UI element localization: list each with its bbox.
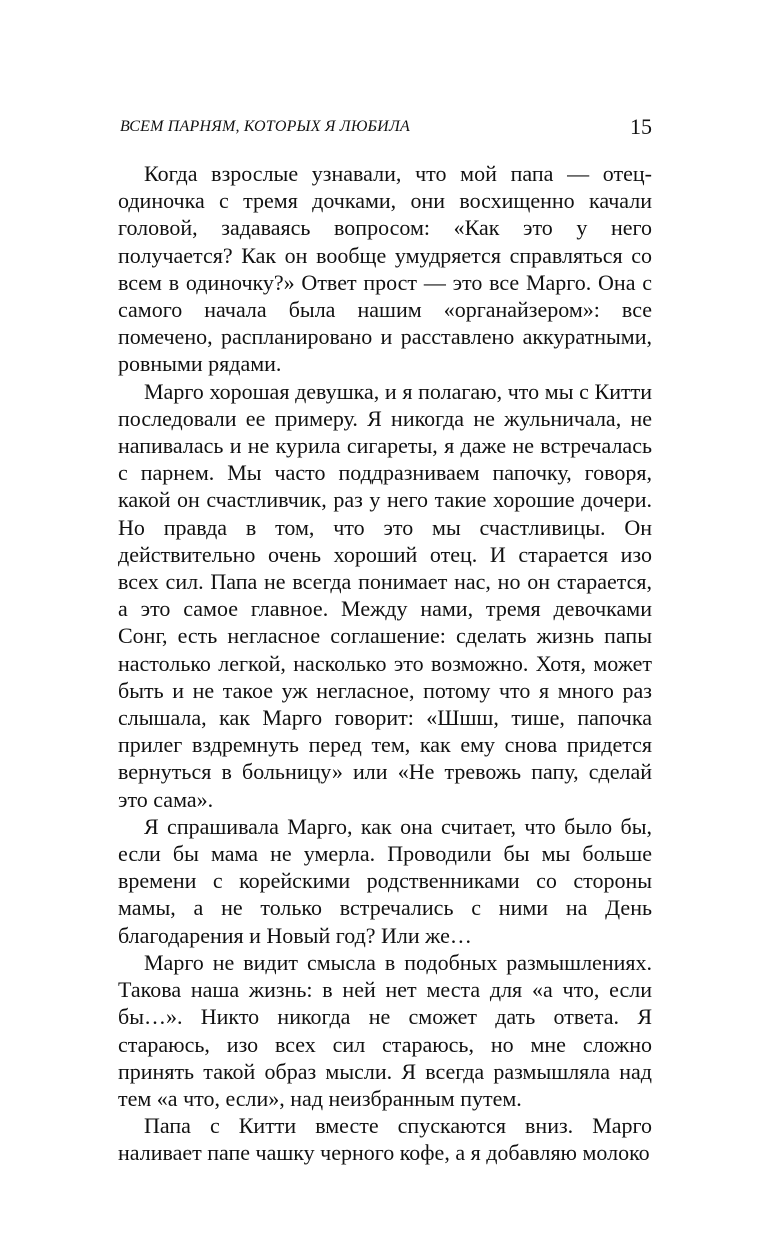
paragraph: Марго хорошая девушка, и я полагаю, что мы с Китти последовали ее примеру. Я никогда не жульничала, не напивалась и не курила сигареты, я даже не встречалась с парнем. Мы часто поддразниваем папочку, говоря, какой он счастливчик, раз у него такие хорошие дочери. Но правда в том, что это мы счастливицы. Он действительно очень хороший отец. И старается изо всех сил. Папа не всегда понимает нас, но он старается, а это самое главное. Между нами, тремя девочками Сонг, есть негласное соглашение: сделать жизнь папы настолько легкой, насколько это возможно. Хотя, может быть и не такое уж негласное, потому что я много раз слышала, как Марго говорит: «Шшш, тише, папочка прилег вздремнуть перед тем, как ему снова придется вернуться в больницу» или «Не тревожь папу, сделай это сама». [118, 378, 652, 812]
paragraph: Когда взрослые узнавали, что мой папа — отец-одиночка с тремя дочками, они восхищенно качали головой, задаваясь вопросом: «Как это у него получается? Как он вообще умудряется справляться со всем в одиночку?» Ответ прост — это все Марго. Она с самого начала была нашим «органайзером»: все помечено, распланировано и расставлено аккуратными, ровными рядами. [118, 161, 652, 377]
page-number: 15 [630, 114, 652, 139]
running-header [118, 112, 652, 146]
body-text [118, 160, 652, 1167]
paragraph: Я спрашивала Марго, как она считает, что было бы, если бы мама не умерла. Проводили бы мы больше времени с корейскими родственниками со стороны мамы, а не только встречались с ними на День благодарения и Новый год? Или же… [118, 813, 652, 948]
running-title: ВСЕМ ПАРНЯМ, КОТОРЫХ Я ЛЮБИЛА [120, 118, 410, 135]
paragraph: Папа с Китти вместе спускаются вниз. Марго наливает папе чашку черного кофе, а я добавляю молоко [118, 1113, 652, 1166]
paragraph: Марго не видит смысла в подобных размышлениях. Такова наша жизнь: в ней нет места для «а что, если бы…». Никто никогда не сможет дать ответа. Я стараюсь, изо всех сил стараюсь, но мне сложно принять такой образ мысли. Я всегда размышляла над тем «а что, если», над неизбранным путем. [118, 949, 652, 1111]
book-page [118, 112, 652, 1167]
